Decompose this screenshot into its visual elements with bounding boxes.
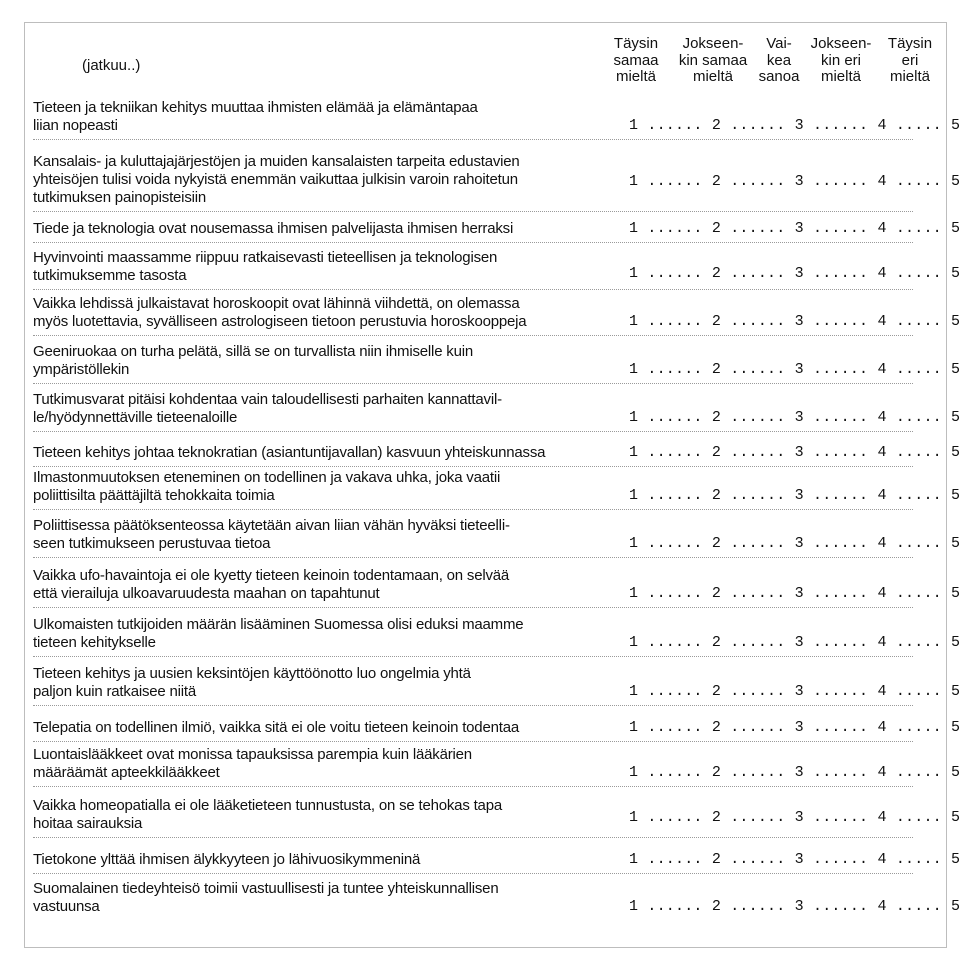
statement-row bbox=[33, 712, 960, 742]
rating-scale[interactable]: 1 ...... 2 ...... 3 ...... 4 ..... 5 bbox=[629, 173, 960, 190]
rating-scale[interactable]: 1 ...... 2 ...... 3 ...... 4 ..... 5 bbox=[629, 634, 960, 651]
statement-row bbox=[33, 292, 960, 336]
statement-row bbox=[33, 341, 960, 384]
rating-scale[interactable]: 1 ...... 2 ...... 3 ...... 4 ..... 5 bbox=[629, 117, 960, 134]
statement-text: Vaikka lehdissä julkaistavat horoskoopit ovat lähinnä viihdettä, on olemassa myös luotettavia, syvälliseen astrologiseen tietoon perustuvia horoskooppeja bbox=[33, 295, 527, 330]
column-header-fully-agree: Täysin samaa mieltä bbox=[613, 35, 659, 85]
rating-scale[interactable]: 1 ...... 2 ...... 3 ...... 4 ..... 5 bbox=[629, 220, 960, 237]
statement-text: Tiede ja teknologia ovat nousemassa ihmisen palvelijasta ihmisen herraksi bbox=[33, 220, 514, 237]
statement-row bbox=[33, 99, 960, 140]
rating-scale[interactable]: 1 ...... 2 ...... 3 ...... 4 ..... 5 bbox=[629, 361, 960, 378]
statement-text: Kansalais- ja kuluttajajärjestöjen ja muiden kansalaisten tarpeita edustavien yhteisöjen tulisi voida nykyistä enemmän vaikuttaa julkisin varoin rahoitetun tutkimuksen painopisteisiin bbox=[33, 153, 520, 206]
statement-text: Telepatia on todellinen ilmiö, vaikka sitä ei ole voitu tieteen keinoin todentaa bbox=[33, 719, 519, 736]
statement-row bbox=[33, 878, 960, 920]
statement-row bbox=[33, 469, 960, 510]
statement-row bbox=[33, 151, 960, 212]
statement-text: Suomalainen tiedeyhteisö toimii vastuullisesti ja tuntee yhteiskunnallisen vastuunsa bbox=[33, 880, 499, 915]
rating-scale[interactable]: 1 ...... 2 ...... 3 ...... 4 ..... 5 bbox=[629, 719, 960, 736]
rating-scale[interactable]: 1 ...... 2 ...... 3 ...... 4 ..... 5 bbox=[629, 851, 960, 868]
statement-row bbox=[33, 745, 960, 787]
rating-scale[interactable]: 1 ...... 2 ...... 3 ...... 4 ..... 5 bbox=[629, 809, 960, 826]
rating-scale[interactable]: 1 ...... 2 ...... 3 ...... 4 ..... 5 bbox=[629, 487, 960, 504]
statement-text: Vaikka homeopatialla ei ole lääketieteen tunnustusta, on se tehokas tapa hoitaa sairauksia bbox=[33, 797, 502, 832]
rating-scale[interactable]: 1 ...... 2 ...... 3 ...... 4 ..... 5 bbox=[629, 265, 960, 282]
rating-scale[interactable]: 1 ...... 2 ...... 3 ...... 4 ..... 5 bbox=[629, 444, 960, 461]
statement-row bbox=[33, 218, 960, 243]
statement-row bbox=[33, 661, 960, 706]
rating-scale[interactable]: 1 ...... 2 ...... 3 ...... 4 ..... 5 bbox=[629, 535, 960, 552]
statement-text: Vaikka ufo-havaintoja ei ole kyetty tieteen keinoin todentamaan, on selvää että vierailuja ulkoavaruudesta maahan on tapahtunut bbox=[33, 567, 510, 602]
statement-row bbox=[33, 389, 960, 432]
statement-row bbox=[33, 846, 960, 874]
statement-text: Tieteen ja tekniikan kehitys muuttaa ihmisten elämää ja elämäntapaa liian nopeasti bbox=[33, 99, 478, 134]
rating-scale[interactable]: 1 ...... 2 ...... 3 ...... 4 ..... 5 bbox=[629, 585, 960, 602]
statement-text: Tietokone ylttää ihmisen älykkyyteen jo lähivuosikymmeninä bbox=[33, 851, 421, 868]
statement-row bbox=[33, 438, 960, 467]
column-header-fully-disagree: Täysin eri mieltä bbox=[887, 35, 933, 85]
statement-row bbox=[33, 564, 960, 608]
statement-text: Tieteen kehitys johtaa teknokratian (asiantuntijavallan) kasvuun yhteiskunnassa bbox=[33, 444, 546, 461]
statement-text: Tieteen kehitys ja uusien keksintöjen käyttöönotto luo ongelmia yhtä paljon kuin ratkaisee niitä bbox=[33, 665, 471, 700]
statement-text: Hyvinvointi maassamme riippuu ratkaisevasti tieteellisen ja teknologisen tutkimuksemme tasosta bbox=[33, 249, 498, 284]
rating-scale[interactable]: 1 ...... 2 ...... 3 ...... 4 ..... 5 bbox=[629, 313, 960, 330]
statement-row bbox=[33, 249, 960, 290]
continued-label: (jatkuu..) bbox=[82, 57, 141, 74]
rating-scale[interactable]: 1 ...... 2 ...... 3 ...... 4 ..... 5 bbox=[629, 898, 960, 915]
statement-row bbox=[33, 514, 960, 558]
rating-scale[interactable]: 1 ...... 2 ...... 3 ...... 4 ..... 5 bbox=[629, 409, 960, 426]
rating-scale[interactable]: 1 ...... 2 ...... 3 ...... 4 ..... 5 bbox=[629, 764, 960, 781]
statement-text: Ilmastonmuutoksen eteneminen on todellinen ja vakava uhka, joka vaatii poliittisilta päättäjiltä tehokkaita toimia bbox=[33, 469, 501, 504]
statement-row bbox=[33, 612, 960, 657]
statement-text: Poliittisessa päätöksenteossa käytetään aivan liian vähän hyväksi tieteelli- seen tutkimukseen perustuvaa tietoa bbox=[33, 517, 510, 552]
statement-text: Ulkomaisten tutkijoiden määrän lisääminen Suomessa olisi eduksi maamme tieteen kehitykselle bbox=[33, 616, 524, 651]
statement-text: Geeniruokaa on turha pelätä, sillä se on turvallista niin ihmiselle kuin ympäristöllekin bbox=[33, 343, 474, 378]
statement-text: Tutkimusvarat pitäisi kohdentaa vain taloudellisesti parhaiten kannattavil- le/hyödynnettäville tieteenaloille bbox=[33, 391, 502, 426]
statement-row bbox=[33, 794, 960, 838]
rating-scale[interactable]: 1 ...... 2 ...... 3 ...... 4 ..... 5 bbox=[629, 683, 960, 700]
column-header-somewhat-disagree: Jokseen- kin eri mieltä bbox=[810, 35, 872, 85]
statement-text: Luontaislääkkeet ovat monissa tapauksissa parempia kuin lääkärien määräämät apteekkilääkkeet bbox=[33, 746, 472, 781]
column-header-hard-to-say: Vai- kea sanoa bbox=[758, 35, 800, 85]
column-header-somewhat-agree: Jokseen- kin samaa mieltä bbox=[678, 35, 748, 85]
